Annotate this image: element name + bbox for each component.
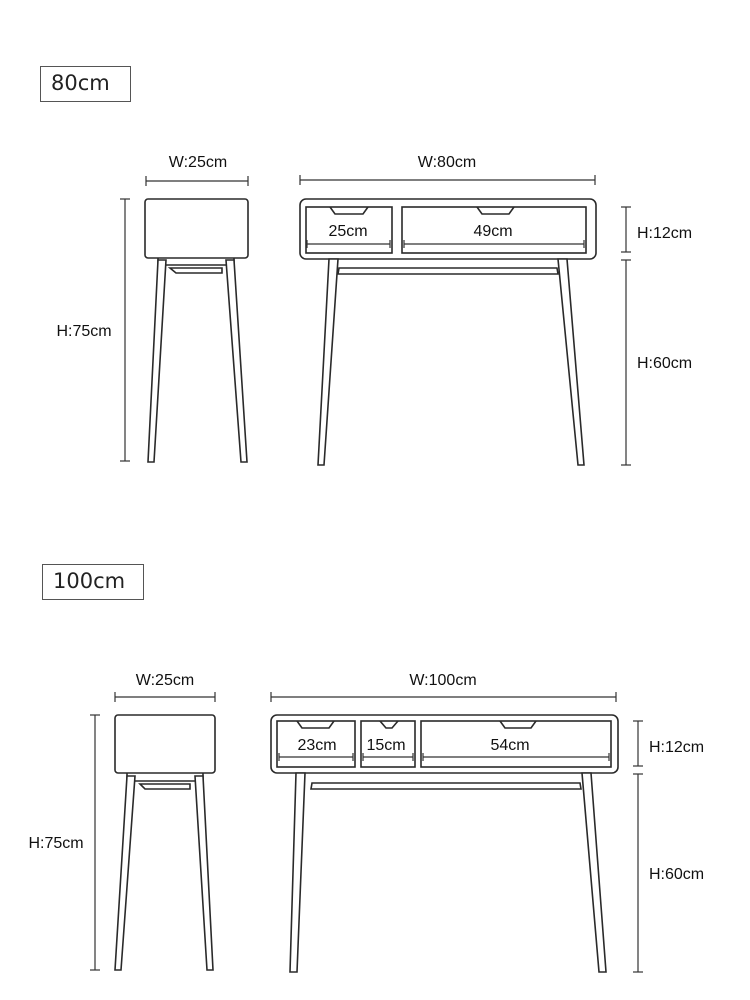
drawer-label-25: 25cm xyxy=(328,223,368,240)
drawer-height-label-100: H:12cm xyxy=(649,739,705,756)
dim-drawer-height-100 xyxy=(633,721,704,766)
side-view-100 xyxy=(115,715,215,970)
dim-drawer-height-80 xyxy=(621,207,692,252)
dim-front-width-100 xyxy=(271,672,616,702)
side-drawer-box xyxy=(145,199,248,258)
section-80 xyxy=(56,154,692,465)
side-leg-left xyxy=(115,776,135,970)
front-width-label-80: W:80cm xyxy=(417,154,477,171)
side-rail-bar xyxy=(140,784,190,789)
side-leg-right xyxy=(195,776,213,970)
dim-total-height-100 xyxy=(28,715,100,970)
total-height-label-80: H:75cm xyxy=(56,323,112,340)
dim-leg-height-100 xyxy=(633,774,704,972)
front-leg-left xyxy=(318,259,338,465)
side-width-label-80: W:25cm xyxy=(168,154,228,171)
front-leg-left xyxy=(290,773,305,972)
leg-height-label-80: H:60cm xyxy=(637,355,693,372)
dim-side-width-100 xyxy=(115,672,215,702)
dim-front-width-80 xyxy=(300,154,595,185)
side-view-80 xyxy=(145,199,248,462)
dim-side-width-80 xyxy=(146,154,248,186)
side-drawer-box xyxy=(115,715,215,773)
drawer-label-49: 49cm xyxy=(473,223,513,240)
size-label-100: 100cm xyxy=(42,564,144,600)
side-rail-bar xyxy=(170,268,222,273)
size-label-80: 80cm xyxy=(40,66,131,102)
front-width-label-100: W:100cm xyxy=(409,672,477,689)
drawer-label-15: 15cm xyxy=(366,737,406,754)
dim-leg-height-80 xyxy=(621,260,692,465)
section-100 xyxy=(28,672,704,972)
front-leg-right xyxy=(582,773,606,972)
drawer-label-23: 23cm xyxy=(297,737,337,754)
side-width-label-100: W:25cm xyxy=(135,672,195,689)
drawer-label-54: 54cm xyxy=(490,737,530,754)
front-apron xyxy=(311,783,581,789)
drawer-height-label-80: H:12cm xyxy=(637,225,693,242)
side-leg-right xyxy=(226,260,247,462)
front-apron xyxy=(338,268,558,274)
front-leg-right xyxy=(558,259,584,465)
total-height-label-100: H:75cm xyxy=(28,835,84,852)
side-leg-left xyxy=(148,260,166,462)
dim-total-height-80 xyxy=(56,199,130,461)
leg-height-label-100: H:60cm xyxy=(649,866,705,883)
